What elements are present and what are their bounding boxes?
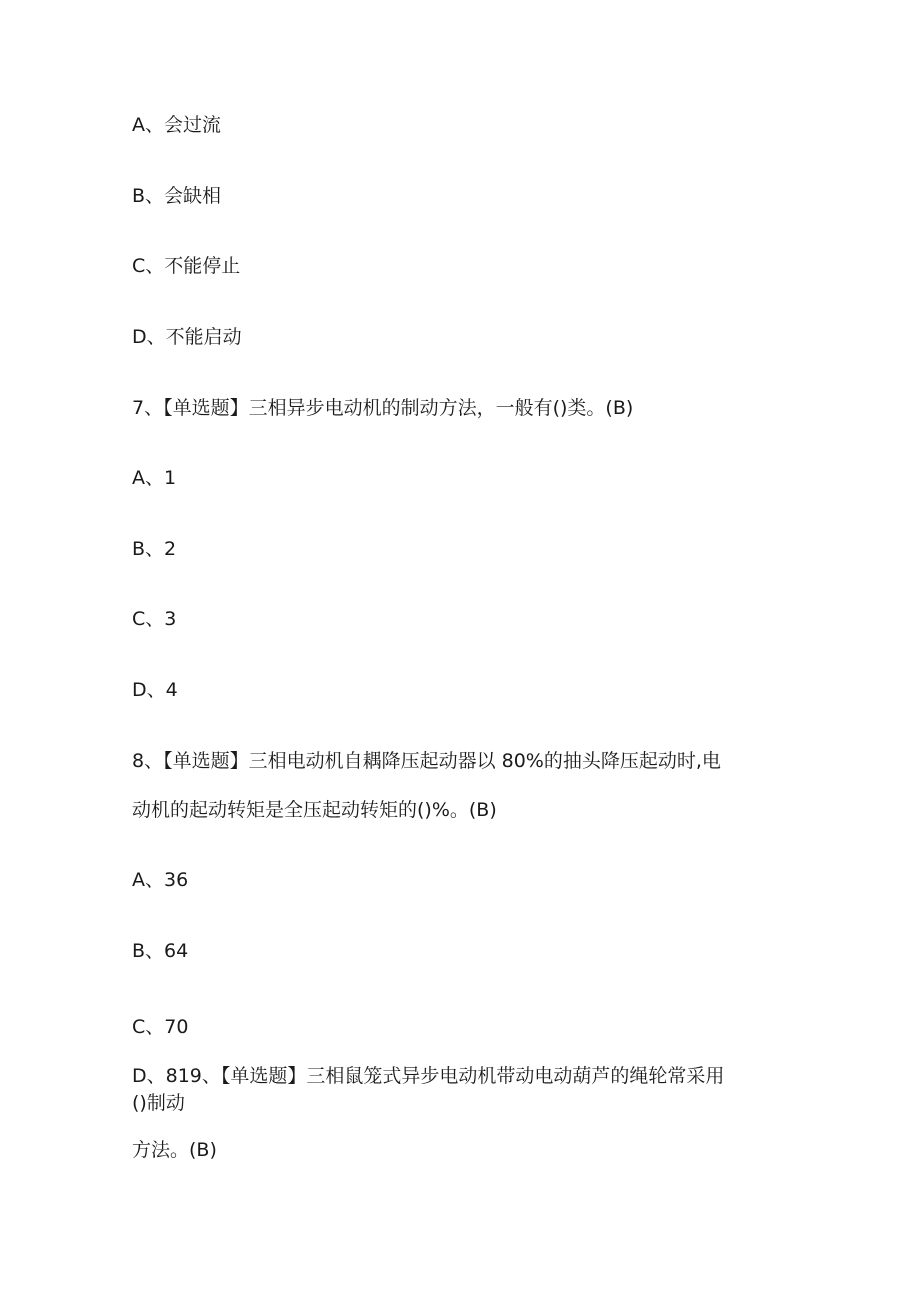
option-d-q7: D、4 [132, 679, 178, 701]
option-b-q8: B、64 [132, 940, 189, 962]
option-d-q6: D、不能启动 [132, 326, 242, 348]
question-7: 7、【单选题】三相异步电动机的制动方法，一般有()类。(B) [132, 397, 634, 419]
question-9-line-3: 方法。(B) [132, 1139, 217, 1161]
option-a-q7: A、1 [132, 467, 177, 489]
option-a-q6: A、会过流 [132, 114, 221, 136]
question-8-line-2: 动机的起动转矩是全压起动转矩的()%。(B) [132, 799, 497, 821]
option-c-q7: C、3 [132, 608, 177, 630]
option-c-q8: C、70 [132, 1016, 189, 1038]
option-b-q7: B、2 [132, 538, 177, 560]
question-8-line-1: 8、【单选题】三相电动机自耦降压起动器以 80%的抽头降压起动时,电 [132, 750, 721, 772]
option-c-q6: C、不能停止 [132, 255, 241, 277]
option-b-q6: B、会缺相 [132, 185, 222, 207]
option-a-q8: A、36 [132, 869, 189, 891]
option-d-q8-question-9-line-1: D、819、【单选题】三相鼠笼式异步电动机带动电动葫芦的绳轮常采用 [132, 1065, 725, 1087]
question-9-line-2: ()制动 [132, 1092, 185, 1114]
